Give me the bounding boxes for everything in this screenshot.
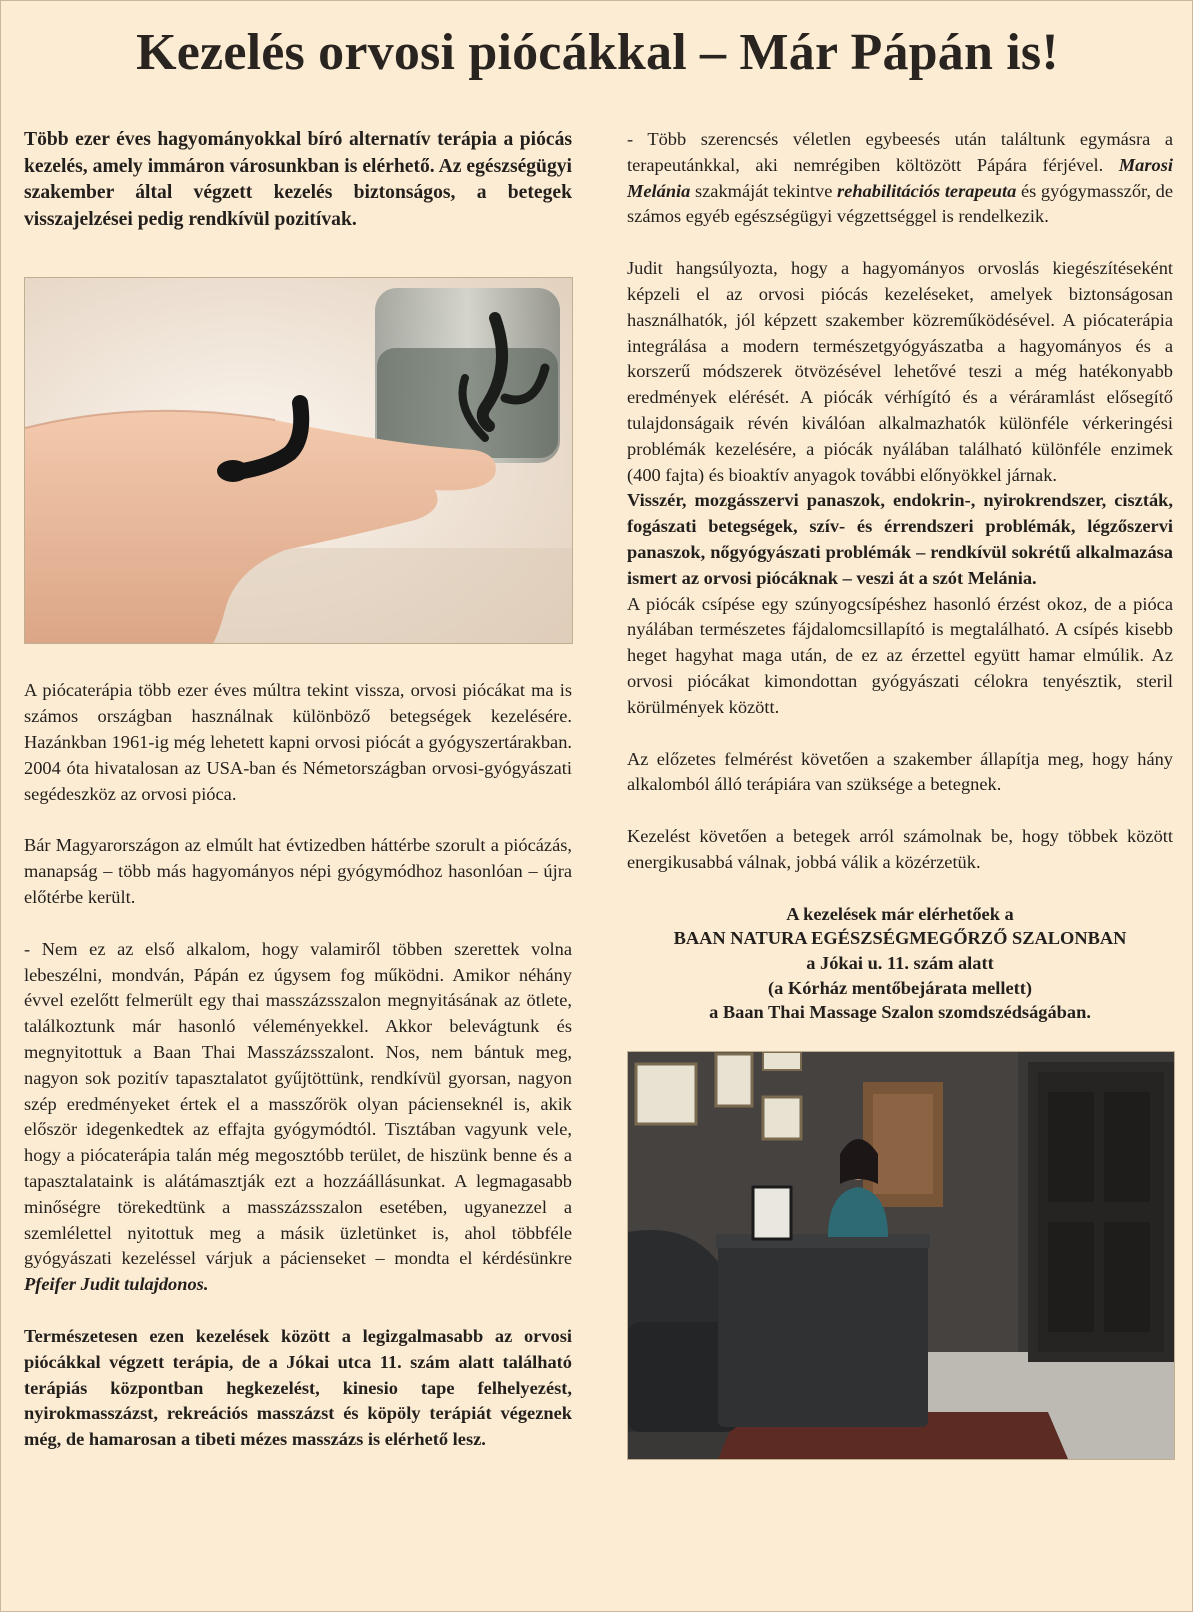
location-line: a Baan Thai Massage Szalon szomdszédságában. bbox=[709, 1002, 1091, 1023]
leech-hand-photo bbox=[24, 277, 573, 644]
therapist-profession-lead: szakmáját tekintve bbox=[694, 180, 833, 201]
location-line: (a Kórház mentőbejárata mellett) bbox=[767, 977, 1032, 998]
quote-paragraph bbox=[24, 937, 572, 1298]
hungary-paragraph: Bár Magyarországon az elmúlt hat évtizedben háttérbe szorult a piócázás, manapság – több más hagyományos népi gyógymódhoz hasonlóan – újra előtérbe került. bbox=[24, 835, 572, 907]
therapist-role: rehabilitációs terapeuta bbox=[837, 180, 1017, 201]
quote-text: - Nem ez az első alkalom, hogy valamiről többen szerettek volna lebeszélni, mondván, Pápán ez úgysem fog működni. Amikor néhány évvel ezelőtt felmerült egy thai masszázsszalon megnyitásának az ötlete, találkoztunk már hasonló véleményekkel. Akkor belevágtunk és megnyitottuk a Baan Thai Masszázsszalont. Nos, nem bántuk meg, nagyon sok pozitív tapasztalatot gyűjtöttünk, rendkívül gyorsan, nagyon szép eredményeket értek el a masszőrök olyan pácienseknél is, akik először idegenkedtek az effajta gyógymódtól. Tisztában vagyunk vele, hogy a piócaterápia talán még megosztóbb terület, de hiszünk benne és a tapasztalataink is alátámasztják ezt a hozzáállásunkat. A legmagasabb minőségre törekedtünk a masszázsszalon esetében, ugyanezzel a szemlélettel nyitottuk meg a másik üzletünket is, ahol többféle gyógyászati kezeléssel várjuk a pácienseket – mondta el kérdésünkre bbox=[24, 938, 572, 1269]
location-info bbox=[627, 902, 1173, 1025]
right-column bbox=[627, 127, 1173, 1460]
page-title: Kezelés orvosi piócákkal – Már Pápán is! bbox=[136, 24, 1059, 81]
therapist-name: Marosi Melánia bbox=[627, 154, 1173, 201]
history-paragraph: A piócaterápia több ezer éves múltra tekint vissza, orvosi piócákat ma is számos országban használnak különböző betegségek kezelésére. Hazánkban 1961-ig még lehetett kapni orvosi piócát a gyógyszertárakban. 2004 óta hivatalosan az USA-ban és Németországban orvosi-gyógyászati segédeszköz az orvosi pióca. bbox=[24, 680, 572, 804]
bite-paragraph: A piócák csípése egy szúnyogcsípéshez hasonló érzést okoz, de a pióca nyálában természetes fájdalomcsillapító is megtalálható. A csípés kisebb heget hagyhat maga után, de ez az érzettel együtt hamar elmúlik. Az orvosi piócákat kimondottan gyógyászati célokra tenyésztik, steril körülmények között. bbox=[627, 593, 1173, 717]
assessment-paragraph: Az előzetes felmérést követően a szakember állapítja meg, hogy hány alkalomból álló terápiára van szüksége a betegnek. bbox=[627, 748, 1173, 795]
therapist-intro: - Több szerencsés véletlen egybeesés után találtunk egymásra a terapeutánkkal, aki nemrégiben költözött Pápára férjével. bbox=[627, 129, 1173, 175]
therapist-paragraph bbox=[627, 127, 1173, 230]
owner-name: Pfeifer Judit tulajdonos. bbox=[24, 1274, 209, 1295]
salon-reception-photo bbox=[627, 1051, 1175, 1460]
location-line: BAAN NATURA EGÉSZSÉGMEGŐRZŐ SZALONBAN bbox=[673, 928, 1127, 949]
location-line: a Jókai u. 11. szám alatt bbox=[806, 952, 994, 973]
location-line: A kezelések már elérhetőek a bbox=[786, 903, 1014, 924]
results-paragraph: Kezelést követően a betegek arról számolnak be, hogy többek között energikusabbá válnak, jobbá válik a közérzetük. bbox=[627, 826, 1173, 872]
integration-paragraph: Judit hangsúlyozta, hogy a hagyományos orvoslás kiegészítéseként képzeli el az orvosi piócás kezeléseket, amelyek biztonságosan használhatók, jól képzett szakember közreműködésével. A piócaterápia integrálása a modern természetgyógyászatba a hagyományos és a korszerű módszerek ötvözésével lehetővé teszi a még hatékonyabb eredmények elérését. A piócák vérhígító és a véráramlást elősegítő tulajdonságaik révén kiválóan alkalmazhatók különféle vérkeringési problémák kezelésére, a piócák nyálában található különféle enzimek (400 fajta) és bioaktív anyagok további előnyökkel járnak. bbox=[627, 258, 1173, 485]
leech-hand-illustration bbox=[25, 278, 572, 643]
therapist-qualifications: és gyógymasszőr, de számos egyéb egészségügyi végzettséggel is rendelkezik. bbox=[627, 180, 1173, 227]
left-column bbox=[24, 127, 572, 1453]
lead-paragraph: Több ezer éves hagyományokkal bíró alternatív terápia a piócás kezelés, amely immáron városunkban is elérhető. Az egészségügyi szakember által végzett kezelés biztonságos, a betegek visszajelzései pedig rendkívül pozitívak. bbox=[24, 129, 572, 230]
salon-reception-illustration bbox=[628, 1052, 1174, 1459]
treatments-paragraph: Természetesen ezen kezelések között a legizgalmasabb az orvosi piócákkal végzett terápia, de a Jókai utca 11. szám alatt található terápiás központban hegkezelést, kinesio tape felhelyezést, nyirokmasszázst, rekreációs masszázst és köpöly terápiát végeznek még, de hamarosan a tibeti mézes masszázs is elérhető lesz. bbox=[24, 1325, 572, 1450]
conditions-paragraph: Visszér, mozgásszervi panaszok, endokrin-, nyirokrendszer, ciszták, fogászati betegségek, szív- és érrendszeri problémák, légzőszervi panaszok, nőgyógyászati problémák – rendkívül sokrétű alkalmazása ismert az orvosi piócáknak – veszi át a szót Melánia. bbox=[627, 490, 1173, 588]
